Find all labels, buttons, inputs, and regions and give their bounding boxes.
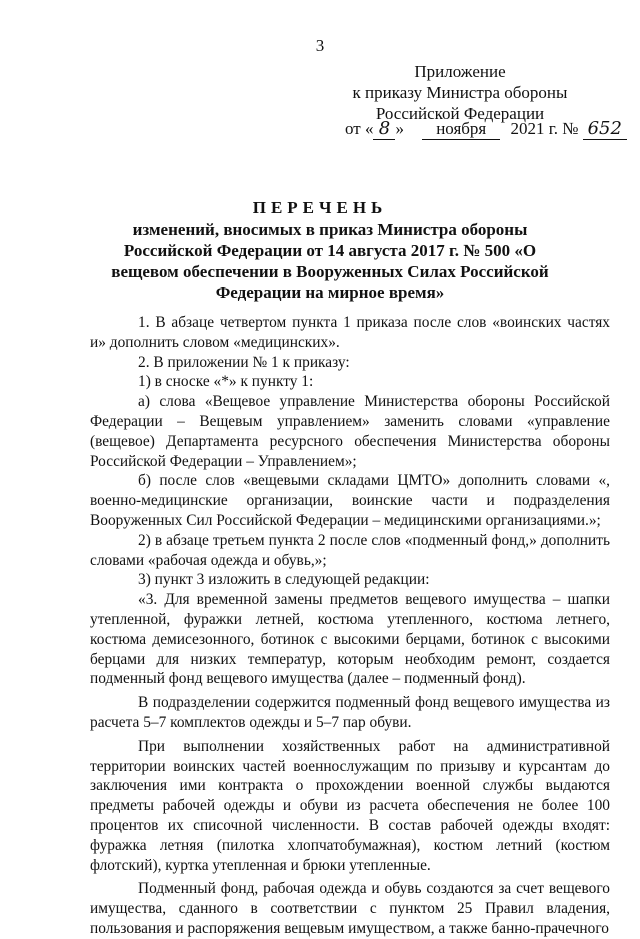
appendix-header <box>330 61 590 124</box>
document-body <box>90 313 610 939</box>
paragraph: б) после слов «вещевыми складами ЦМТО» дополнить словами «, военно-медицинские организации, воинские части и подразделения Вооруженных Сил Российской Федерации – медицинскими организациями.»; <box>90 472 610 529</box>
paragraph: «3. Для временной замены предметов вещевого имущества – шапки утепленной, фуражки летней, костюма утепленного, костюма летнего, костюма демисезонного, ботинок с высокими берцами, ботинок с высокими берцами для низких температур, которым необходим ремонт, создается подменный фонд вещевого имущества (далее – подменный фонд). <box>90 591 610 688</box>
paragraph: 2. В приложении № 1 к приказу: <box>138 353 350 371</box>
order-date-line <box>345 118 627 140</box>
order-month: ноября <box>422 119 500 140</box>
paragraph: а) слова «Вещевое управление Министерства обороны Российской Федерации – Вещевым управлением» заменить словами «управление (вещевое) Департамента ресурсного обеспечения Министерства обороны Российской Федерации – Управлением»; <box>90 393 610 470</box>
document-title: ПЕРЕЧЕНЬ <box>252 198 388 217</box>
paragraph: При выполнении хозяйственных работ на административной территории воинских частей военнослужащим по призыву и курсантам до заключения ими контракта о прохождении военной службы выдаются предметы рабочей одежды и обуви из расчета обеспечения не более 100 процентов их списочной численности. В состав рабочей одежды входят: фуражка летняя (пилотка хлопчатобумажная), костюм летний (костюм флотский), куртка утепленная и брюки утепленные. <box>90 737 610 874</box>
order-prefix: от « <box>345 119 374 138</box>
appendix-label: Приложение <box>414 62 506 81</box>
paragraph: 2) в абзаце третьем пункта 2 после слов «подменный фонд,» дополнить словами «рабочая одежда и обувь,»; <box>90 531 610 569</box>
document-subtitle: изменений, вносимых в приказ Министра обороны Российской Федерации от 14 августа 2017 г. № 500 «О вещевом обеспечении в Вооруженных Силах Российской Федерации на мирное время» <box>111 220 549 302</box>
appendix-country: Российской Федерации <box>375 104 545 123</box>
paragraph: Подменный фонд, рабочая одежда и обувь создаются за счет вещевого имущества, сданного в соответствии с пунктом 25 Правил владения, пользования и распоряжения вещевым имуществом, а также банно-прачечного <box>90 880 610 937</box>
paragraph: В подразделении содержится подменный фонд вещевого имущества из расчета 5–7 комплектов одежды и 5–7 пар обуви. <box>90 694 610 731</box>
paragraph: 1. В абзаце четвертом пункта 1 приказа после слов «воинских частях и» дополнить словом «медицинских». <box>90 314 610 351</box>
order-day: 8 <box>373 118 395 140</box>
page-number: 3 <box>315 36 325 55</box>
order-year: 2021 г. № <box>510 119 579 138</box>
appendix-order-ref: к приказу Министра обороны <box>352 83 568 102</box>
order-number: 652 <box>583 118 627 140</box>
paragraph: 1) в сноске «*» к пункту 1: <box>138 373 314 391</box>
paragraph: 3) пункт 3 изложить в следующей редакции: <box>138 571 430 589</box>
order-mid: » <box>395 119 404 138</box>
